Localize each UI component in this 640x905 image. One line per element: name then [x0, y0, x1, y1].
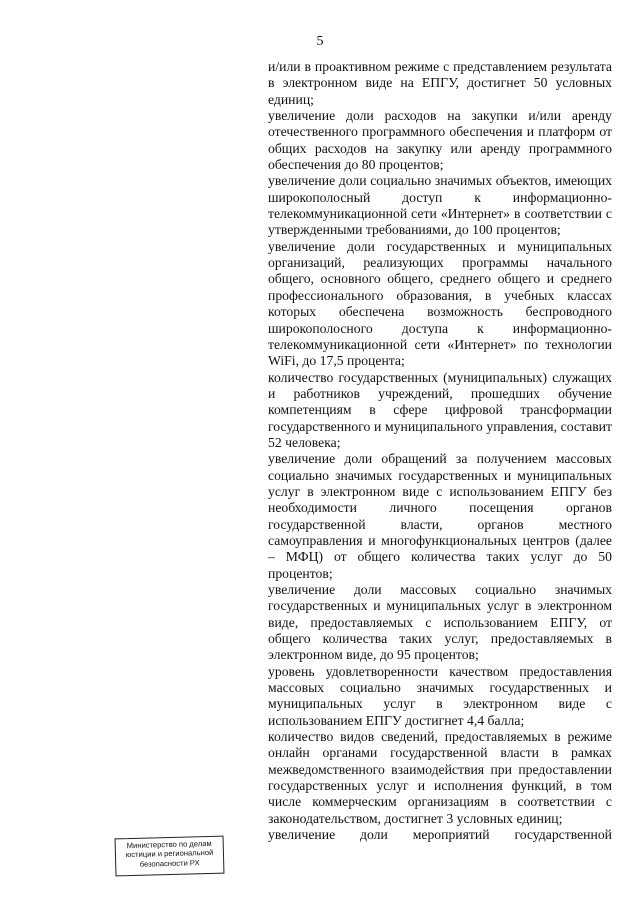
paragraph-8: уровень удовлетворенности качеством предоставления массовых социально значимых государственных и муниципальных услуг в электронном виде с использованием ЕПГУ достигнет 4,4 балла; — [268, 663, 612, 728]
page-number: 5 — [316, 34, 324, 49]
paragraph-7: увеличение доли массовых социально значимых государственных и муниципальных услуг в электронном виде, предоставляемых с использованием ЕПГУ, от общего количества таких услуг, предоставляемых в электронном виде, до 95 процентов; — [268, 582, 612, 663]
stamp-line-2: юстиции и региональной — [125, 848, 214, 860]
paragraph-6: увеличение доли обращений за получением массовых социально значимых государственных и муниципальных услуг в электронном виде с использованием ЕПГУ без необходимости личного посещения органов государственной власти, органов местного самоуправления и многофункциональных центров (далее – МФЦ) от общего количества таких услуг до 50 процентов; — [268, 451, 612, 581]
stamp-line-3: безопасности РХ — [139, 858, 200, 869]
ministry-stamp — [115, 836, 225, 877]
paragraph-5: количество государственных (муниципальных) служащих и работников учреждений, прошедших обучение компетенциям в сфере цифровой трансформации государственного и муниципального управления, составит 52 человека; — [268, 369, 612, 450]
paragraph-9: количество видов сведений, предоставляемых в режиме онлайн органами государственной власти в рамках межведомственного взаимодействия при предоставлении государственных услуг и исполнения функций, в том числе коммерческим организациям в соответствии с законодательством, достигнет 3 условных единиц; — [268, 729, 612, 826]
body-text — [268, 59, 612, 844]
paragraph-10: увеличение доли мероприятий государственной — [268, 827, 612, 843]
paragraph-4: увеличение доли государственных и муниципальных организаций, реализующих программы начального общего, основного общего, среднего общего и среднего профессионального образования, в учебных классах которых обеспечена возможность беспроводного широкополосного доступа к информационно-телекоммуникационной сети «Интернет» по технологии WiFi, до 17,5 процента; — [268, 238, 612, 369]
paragraph-2: увеличение доли расходов на закупки и/или аренду отечественного программного обеспечения и платформ от общих расходов на закупку или аренду программного обеспечения до 80 процентов; — [268, 108, 612, 173]
stamp-line-1: Министерство по делам — [126, 838, 212, 851]
paragraph-3: увеличение доли социально значимых объектов, имеющих широкополосный доступ к информационно-телекоммуникационной сети «Интернет» в соответствии с утвержденными требованиями, до 100 процентов; — [268, 173, 612, 238]
paragraph-1: и/или в проактивном режиме с представлением результата в электронном виде на ЕПГУ, достигнет 50 условных единиц; — [268, 59, 612, 107]
